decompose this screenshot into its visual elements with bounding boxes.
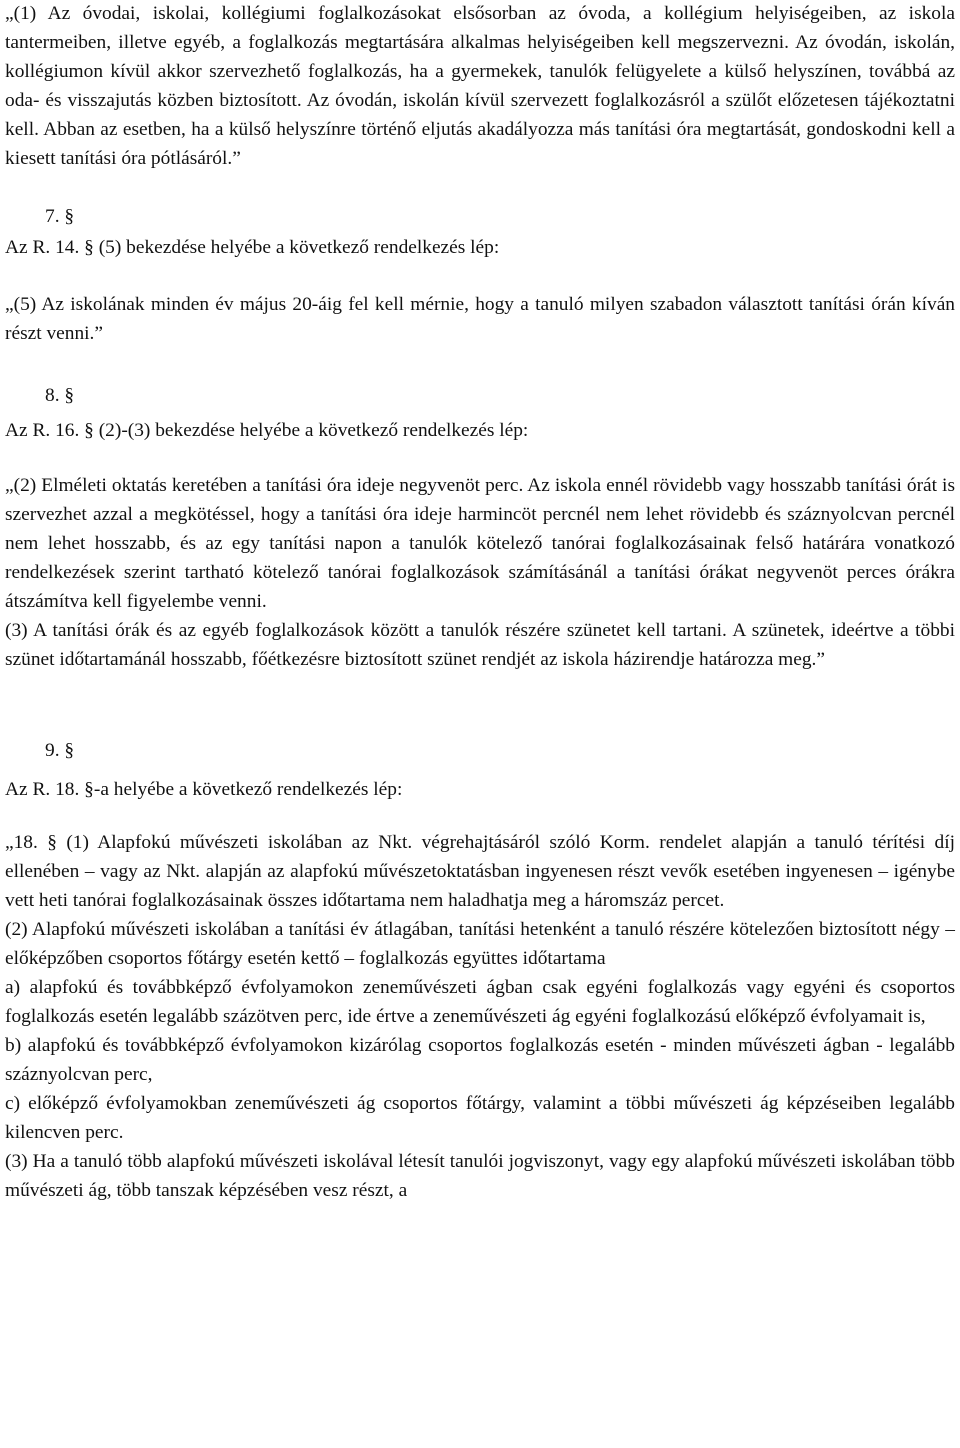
section-9-paragraph-1: „18. § (1) Alapfokú művészeti iskolában az Nkt. végrehajtásáról szóló Korm. rendelet alapján a tanuló térítési díj ellenében – vagy az Nkt. alapján az alapfokú művészetoktatásban ingyenesen részt vevők esetében ingyenesen – igénybe vett heti tanórai foglalkozásainak összes időtartama nem haladhatja meg a háromszáz percet. bbox=[5, 832, 955, 911]
section-9-intro: Az R. 18. §-a helyébe a következő rendelkezés lép: bbox=[5, 779, 403, 800]
section-8-intro: Az R. 16. § (2)-(3) bekezdése helyébe a következő rendelkezés lép: bbox=[5, 420, 529, 441]
section-7-paragraph: „(5) Az iskolának minden év május 20-áig fel kell mérnie, hogy a tanuló milyen szabadon választott tanítási órán kíván részt venni.” bbox=[5, 294, 955, 344]
section-7-number: 7. § bbox=[45, 206, 75, 227]
spacer bbox=[5, 674, 955, 736]
section-9-paragraph-2: (2) Alapfokú művészeti iskolában a tanítási év átlagában, tanítási hetenként a tanuló részére kötelezően biztosított négy – előképzőben csoportos főtárgy esetén kettő – foglalkozás együttes időtartama bbox=[5, 919, 955, 969]
spacer bbox=[5, 348, 955, 377]
spacer bbox=[5, 445, 955, 471]
section-7-intro: Az R. 14. § (5) bekezdése helyébe a következő rendelkezés lép: bbox=[5, 237, 500, 258]
section-9-item-b: b) alapfokú és továbbképző évfolyamokon kizárólag csoportos foglalkozás esetén - minden művészeti ágban - legalább száznyolcvan perc, bbox=[5, 1035, 955, 1085]
section-9-item-a: a) alapfokú és továbbképző évfolyamokon zeneművészeti ágban csak egyéni foglalkozás vagy egyéni és csoportos foglalkozás esetén legalább százötven perc, ide értve a zeneművészeti ág egyéni foglalkozású előképző évfolyamait is, bbox=[5, 977, 955, 1027]
section-9-paragraph-3: (3) Ha a tanuló több alapfokú művészeti iskolával létesít tanulói jogviszonyt, vagy egy alapfokú művészeti iskolában több művészeti ág, több tanszak képzésében vesz részt, a bbox=[5, 1151, 955, 1201]
spacer bbox=[5, 173, 955, 202]
paragraph-opening: „(1) Az óvodai, iskolai, kollégiumi foglalkozásokat elsősorban az óvoda, a kollégium helyiségeiben, az iskola tantermeiben, illetve egyéb, a foglalkozás megtartására alkalmas helyiségeiben kell megszervezni. Az óvodán, iskolán, kollégiumon kívül akkor szervezhető foglalkozás, ha a gyermekek, tanulók felügyelete a külső helyszínen, továbbá az oda- és visszajutás közben biztosított. Az óvodán, iskolán kívül szervezett foglalkozásról a szülőt előzetesen tájékoztatni kell. Abban az esetben, ha a külső helyszínre történő eljutás akadályozza más tanítási óra megtartását, gondoskodni kell a kiesett tanítási óra pótlásáról.” bbox=[5, 3, 955, 169]
section-8-paragraph-2: „(2) Elméleti oktatás keretében a tanítási óra ideje negyvenöt perc. Az iskola ennél rövidebb vagy hosszabb tanítási órát is szervezhet azzal a megkötéssel, hogy a tanítási óra ideje harmincöt percnél nem lehet rövidebb és száznyolcvan percnél nem lehet hosszabb, és az egy tanítási napon a tanulók kötelező tanórai foglalkozásainak felső határára vonatkozó rendelkezések szerint tartható kötelező tanórai foglalkozások számításánál a tanítási órákat negyvenöt perces órákra átszámítva kell figyelembe venni. bbox=[5, 475, 955, 612]
section-9-item-c: c) előképző évfolyamokban zeneművészeti ág csoportos főtárgy, valamint a többi művészeti ág képzéseiben legalább kilencven perc. bbox=[5, 1093, 955, 1143]
section-8-paragraph-3: (3) A tanítási órák és az egyéb foglalkozások között a tanulók részére szünetet kell tartani. A szünetek, ideértve a többi szünet időtartamánál hosszabb, főétkezésre biztosított szünet rendjét az iskola házirendje határozza meg.” bbox=[5, 620, 955, 670]
section-8-number: 8. § bbox=[45, 385, 75, 406]
section-9-number: 9. § bbox=[45, 740, 75, 761]
spacer bbox=[5, 262, 955, 290]
spacer bbox=[5, 804, 955, 828]
document-page bbox=[5, 0, 955, 1205]
